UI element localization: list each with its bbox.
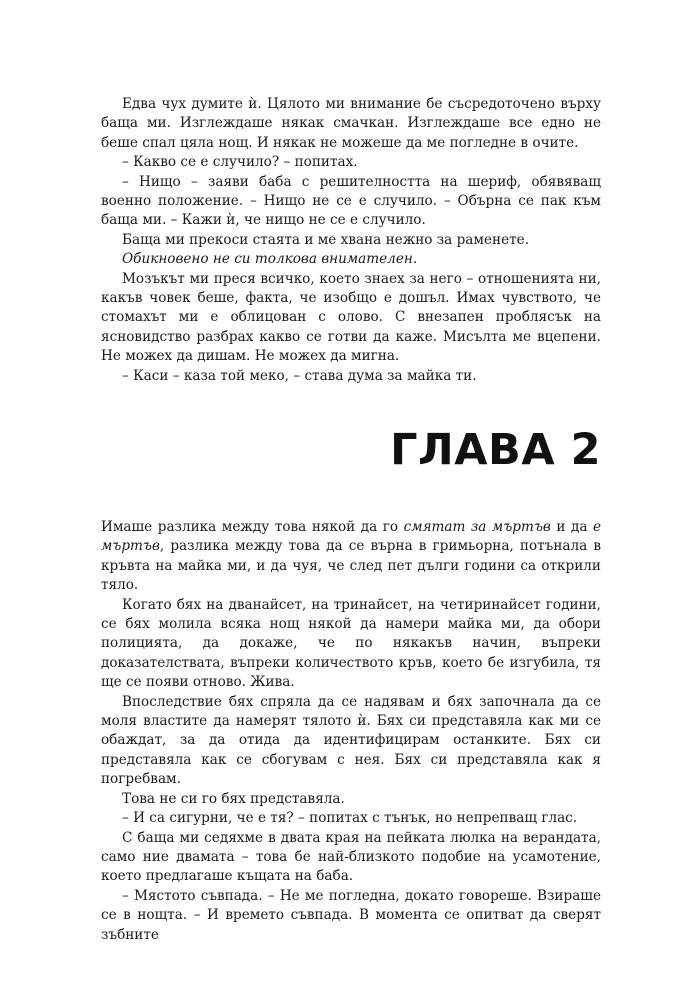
text-run: и да <box>550 519 593 535</box>
chapter-opening-paragraph <box>101 518 601 596</box>
paragraph: Баща ми прекоси стаята и ме хвана нежно за раменете. <box>122 231 530 248</box>
emphasis: е мъртъв <box>101 519 602 555</box>
chapter-heading: ГЛАВА 2 <box>390 425 601 475</box>
dialogue-line: – И са сигурни, че е тя? – попитах с тънък, но непрепващ глас. <box>122 810 578 827</box>
text-run: Имаше разлика между това някой да го <box>101 519 404 535</box>
paragraph: Мозъкът ми преся всичко, което знаех за него – отношенията ни, какъв човек беше, факта, че изобщо е дошъл. Имах чувството, че стомахът ми е облицован с олово. С внезапен проблясък на ясновидство разбрах какво се готви да каже. Мисълта ме вцепени. Не можех да дишам. Не можех да мигна. <box>101 270 601 365</box>
text-block-bottom <box>101 518 601 945</box>
emphasis: смятат за мъртъв <box>403 519 551 535</box>
text-run: , разлика между това да се върна в гримьорна, потънала в кръвта на майка ми, и да чуя, че след пет дълги години са открили тяло. <box>101 538 601 594</box>
dialogue-line: – Мястото съвпада. – Не ме погледна, докато говореше. Взираше се в нощта. – И времето съвпада. В момента се опитват да сверят зъбните <box>101 887 601 943</box>
paragraph: С баща ми седяхме в двата края на пейката люлка на верандата, само ние двамата – това бе най-близкото подобие на усамотение, което предлагаше къщата на баба. <box>101 829 601 885</box>
paragraph: Впоследствие бях спряла да се надявам и бях започнала да се моля властите да намерят тялото ѝ. Бях си представяла как ми се обаждат, за да отида да идентифицирам останките. Бях си представяла как се сбогувам с нея. Бях си представяла как я погребвам. <box>101 693 601 788</box>
paragraph: Едва чух думите ѝ. Цялото ми внимание бе съсредоточено върху баща ми. Изглеждаше някак смачкан. Изглеждаше все едно не беше спал цяла нощ. И някак не можеше да ме погледне в очите. <box>101 96 601 151</box>
paragraph: Когато бях на дванайсет, на тринайсет, на четиринайсет години, се бях молила всяка нощ някой да намери майка ми, да обори полицията, да докаже, че по някакъв начин, въпреки доказателствата, въпреки количеството кръв, което бе изгубила, тя ще се появи отново. Жива. <box>101 596 601 691</box>
dialogue-line: – Какво се е случило? – попитах. <box>122 154 358 171</box>
paragraph: Това не си го бях представяла. <box>122 790 345 807</box>
dialogue-line: – Каси – каза той меко, – става дума за майка ти. <box>122 367 477 384</box>
dialogue-line: – Нищо – заяви баба с решителността на шериф, обявяващ военно положение. – Нищо не се е случило. – Обърна се пак към баща ми. – Кажи ѝ, че нищо не се е случило. <box>101 173 601 229</box>
inner-thought: Обикновено не си толкова внимателен. <box>122 251 418 268</box>
text-block-top <box>101 95 601 386</box>
